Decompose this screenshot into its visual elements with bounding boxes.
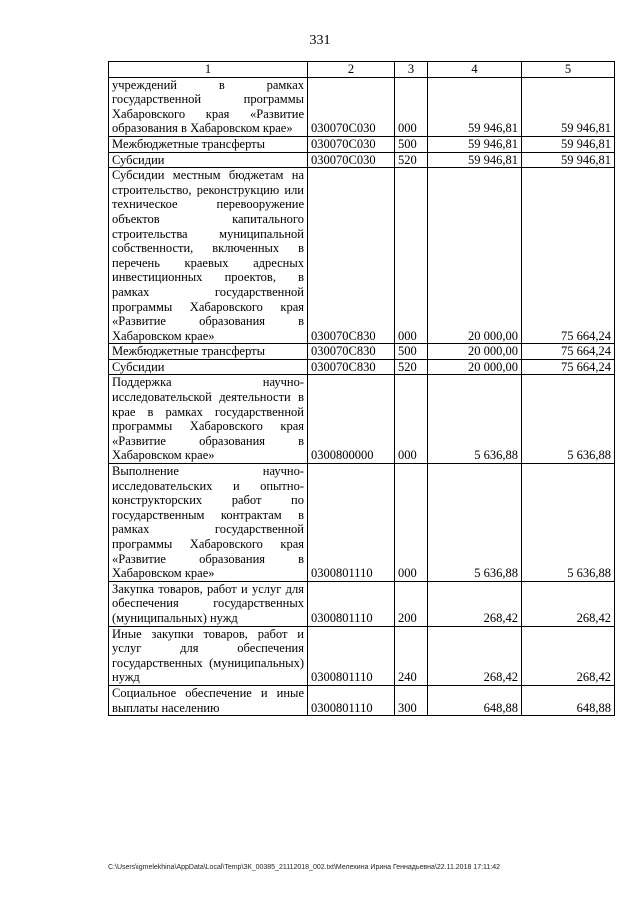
budget-table bbox=[108, 61, 615, 716]
row-code-cell: 0300800000 bbox=[308, 375, 395, 464]
row-name-cell: Иные закупки товаров, работ и услуг для обеспечения государственных (муниципальных) нужд bbox=[109, 626, 308, 685]
row-name-cell: Субсидии местным бюджетам на строительство, реконструкцию или техническое перевооружение объектов капитального строительства муниципальной собственности, включенных в перечень краевых адресных инвестиционных проектов, в рамках государственной программы Хабаровского края «Развитие образования в Хабаровском крае» bbox=[109, 168, 308, 344]
row-name-cell: Выполнение научно-исследовательских и опытно-конструкторских работ по государственным контрактам в рамках государственной программы Хабаровского края «Развитие образования в Хабаровском крае» bbox=[109, 464, 308, 582]
table-body bbox=[109, 77, 615, 716]
row-code-cell: 0300801110 bbox=[308, 626, 395, 685]
row-value-cell: 59 946,81 bbox=[428, 136, 522, 152]
row-value-cell: 5 636,88 bbox=[428, 375, 522, 464]
row-value-cell: 20 000,00 bbox=[428, 168, 522, 344]
row-name-cell: Поддержка научно-исследовательской деятельности в крае в рамках государственной программы Хабаровского края «Развитие образования в Хабаровском крае» bbox=[109, 375, 308, 464]
row-name-cell: учреждений в рамках государственной программы Хабаровского края «Развитие образования в Хабаровском крае» bbox=[109, 77, 308, 136]
row-value-cell: 59 946,81 bbox=[522, 152, 615, 168]
row-value-cell: 75 664,24 bbox=[522, 168, 615, 344]
row-type-cell: 300 bbox=[395, 685, 428, 715]
row-type-cell: 200 bbox=[395, 581, 428, 626]
row-name-cell: Межбюджетные трансферты bbox=[109, 344, 308, 360]
row-value-cell: 268,42 bbox=[428, 581, 522, 626]
row-code-cell: 030070С030 bbox=[308, 136, 395, 152]
row-type-cell: 500 bbox=[395, 136, 428, 152]
table-row bbox=[109, 168, 615, 344]
row-value-cell: 5 636,88 bbox=[522, 464, 615, 582]
row-value-cell: 648,88 bbox=[522, 685, 615, 715]
row-value-cell: 268,42 bbox=[522, 626, 615, 685]
row-value-cell: 59 946,81 bbox=[522, 77, 615, 136]
row-value-cell: 5 636,88 bbox=[522, 375, 615, 464]
row-type-cell: 500 bbox=[395, 344, 428, 360]
row-value-cell: 59 946,81 bbox=[428, 152, 522, 168]
table-row bbox=[109, 581, 615, 626]
table-row bbox=[109, 344, 615, 360]
header-cell: 2 bbox=[308, 62, 395, 78]
row-value-cell: 59 946,81 bbox=[428, 77, 522, 136]
row-type-cell: 240 bbox=[395, 626, 428, 685]
row-type-cell: 000 bbox=[395, 168, 428, 344]
row-value-cell: 648,88 bbox=[428, 685, 522, 715]
row-name-cell: Межбюджетные трансферты bbox=[109, 136, 308, 152]
row-value-cell: 5 636,88 bbox=[428, 464, 522, 582]
row-type-cell: 520 bbox=[395, 359, 428, 375]
row-value-cell: 268,42 bbox=[522, 581, 615, 626]
row-value-cell: 20 000,00 bbox=[428, 359, 522, 375]
row-type-cell: 000 bbox=[395, 464, 428, 582]
table-row bbox=[109, 464, 615, 582]
table-row bbox=[109, 136, 615, 152]
row-value-cell: 75 664,24 bbox=[522, 359, 615, 375]
file-path-footer: C:\Users\igmelekhina\AppData\Local\Temp\ЗК_00385_21112018_002.txt\Мелехина Ирина Геннадьевна\22.11.2018 17:11:42 bbox=[108, 864, 501, 871]
table-row bbox=[109, 626, 615, 685]
table-row bbox=[109, 375, 615, 464]
table-row bbox=[109, 152, 615, 168]
row-name-cell: Субсидии bbox=[109, 359, 308, 375]
table-row bbox=[109, 359, 615, 375]
row-value-cell: 20 000,00 bbox=[428, 344, 522, 360]
row-code-cell: 0300801110 bbox=[308, 685, 395, 715]
row-code-cell: 030070С830 bbox=[308, 359, 395, 375]
header-cell: 3 bbox=[395, 62, 428, 78]
row-code-cell: 0300801110 bbox=[308, 581, 395, 626]
table-row bbox=[109, 685, 615, 715]
table-row bbox=[109, 77, 615, 136]
row-value-cell: 59 946,81 bbox=[522, 136, 615, 152]
row-code-cell: 030070С030 bbox=[308, 77, 395, 136]
row-name-cell: Закупка товаров, работ и услуг для обеспечения государственных (муниципальных) нужд bbox=[109, 581, 308, 626]
row-code-cell: 030070С030 bbox=[308, 152, 395, 168]
row-type-cell: 520 bbox=[395, 152, 428, 168]
header-cell: 4 bbox=[428, 62, 522, 78]
header-cell: 1 bbox=[109, 62, 308, 78]
table-header-row bbox=[109, 62, 615, 78]
row-code-cell: 0300801110 bbox=[308, 464, 395, 582]
header-cell: 5 bbox=[522, 62, 615, 78]
row-value-cell: 75 664,24 bbox=[522, 344, 615, 360]
row-value-cell: 268,42 bbox=[428, 626, 522, 685]
row-name-cell: Субсидии bbox=[109, 152, 308, 168]
row-code-cell: 030070С830 bbox=[308, 344, 395, 360]
row-type-cell: 000 bbox=[395, 375, 428, 464]
row-name-cell: Социальное обеспечение и иные выплаты населению bbox=[109, 685, 308, 715]
row-code-cell: 030070С830 bbox=[308, 168, 395, 344]
row-type-cell: 000 bbox=[395, 77, 428, 136]
page-number: 331 bbox=[309, 33, 331, 48]
